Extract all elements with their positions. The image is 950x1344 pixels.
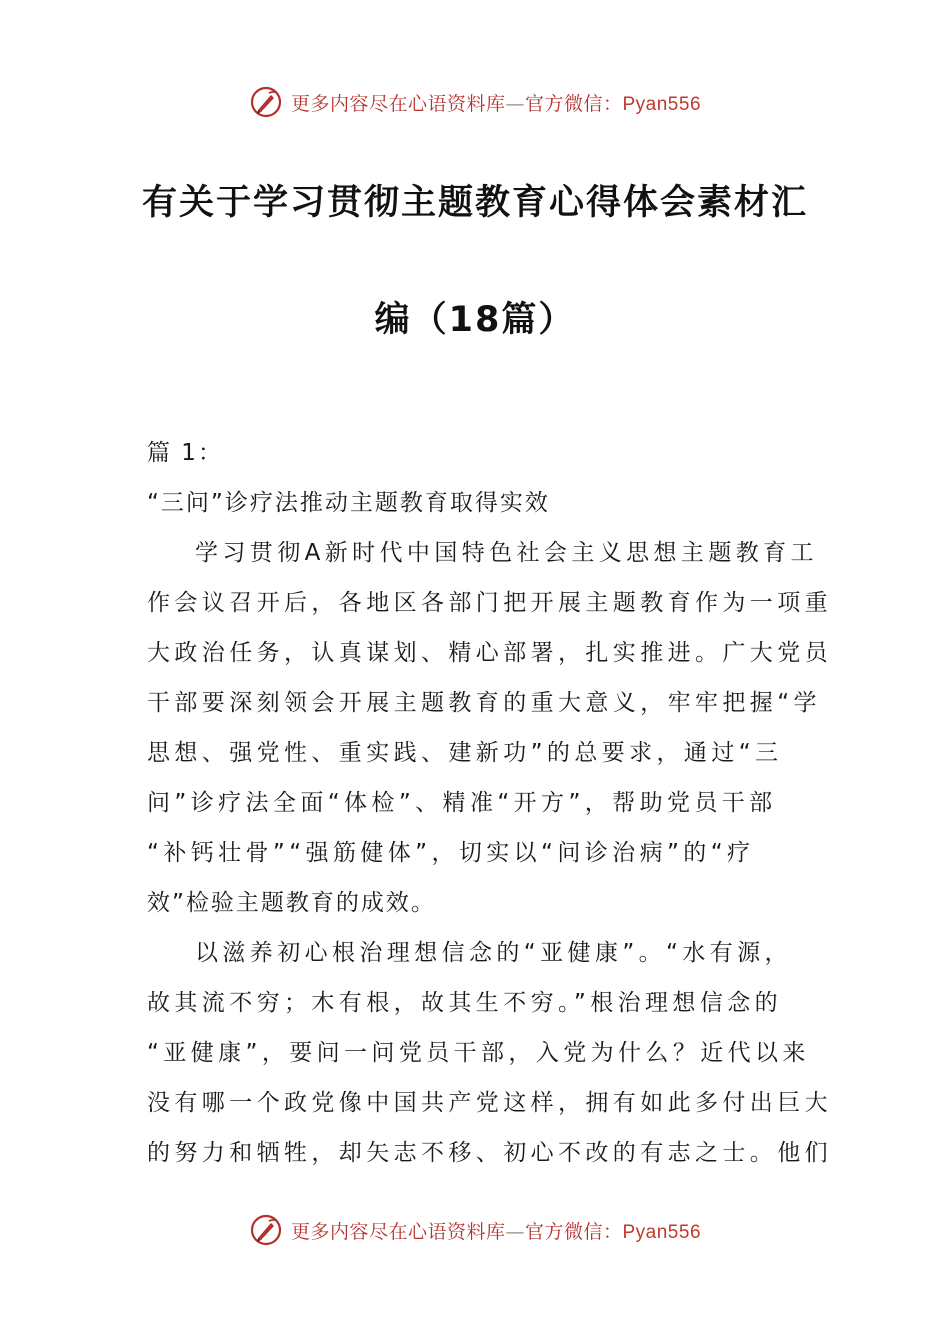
banner-text [291,1217,701,1244]
paragraph-line: 作会议召开后，各地区各部门把开展主题教育作为一项重 [147,590,832,616]
banner-contact: Pyan556 [622,93,702,115]
document-title-line-2: 编（18篇） [374,300,576,340]
banner-contact: Pyan556 [622,1221,702,1243]
paragraph-line: “亚健康”，要问一问党员干部，入党为什么？近代以来 [147,1040,810,1066]
banner-dash: — [505,1220,525,1243]
banner-prefix: 更多内容尽在心语资料库 [290,92,506,115]
paragraph-line: 干部要深刻领会开展主题教育的重大意义，牢牢把握“学 [147,690,821,716]
banner-prefix: 更多内容尽在心语资料库 [290,1220,506,1243]
paragraph-line: 效”检验主题教育的成效。 [147,890,436,916]
article-heading: “三问”诊疗法推动主题教育取得实效 [147,490,550,516]
paragraph-line: 大政治任务，认真谋划、精心部署，扎实推进。广大党员 [147,640,832,666]
paragraph-line: 学习贯彻A新时代中国特色社会主义思想主题教育工 [195,540,818,566]
paragraph-line: 故其流不穷；木有根，故其生不穷。”根治理想信念的 [147,990,783,1016]
pen-logo-icon [249,1213,283,1247]
banner-label: 官方微信： [524,92,623,115]
banner-dash: — [505,92,525,115]
header-banner [0,82,950,122]
paragraph-line: “补钙壮骨”“强筋健体”，切实以“问诊治病”的“疗 [147,840,755,866]
paragraph-line: 以滋养初心根治理想信念的“亚健康”。“水有源， [195,940,792,966]
pen-logo-icon [249,85,283,119]
section-label: 篇 1： [147,440,223,466]
banner-label: 官方微信： [524,1220,623,1243]
footer-banner [0,1210,950,1250]
paragraph-line: 问”诊疗法全面“体检”、精准“开方”，帮助党员干部 [147,790,777,816]
banner-text [291,89,701,116]
document-title-line-1: 有关于学习贯彻主题教育心得体会素材汇 [141,183,808,223]
paragraph-line: 没有哪一个政党像中国共产党这样，拥有如此多付出巨大 [147,1090,832,1116]
document-body [147,436,832,1186]
paragraph-line: 思想、强党性、重实践、建新功”的总要求，通过“三 [147,740,783,766]
paragraph-line: 的努力和牺牲，却矢志不移、初心不改的有志之士。他们 [147,1140,832,1166]
